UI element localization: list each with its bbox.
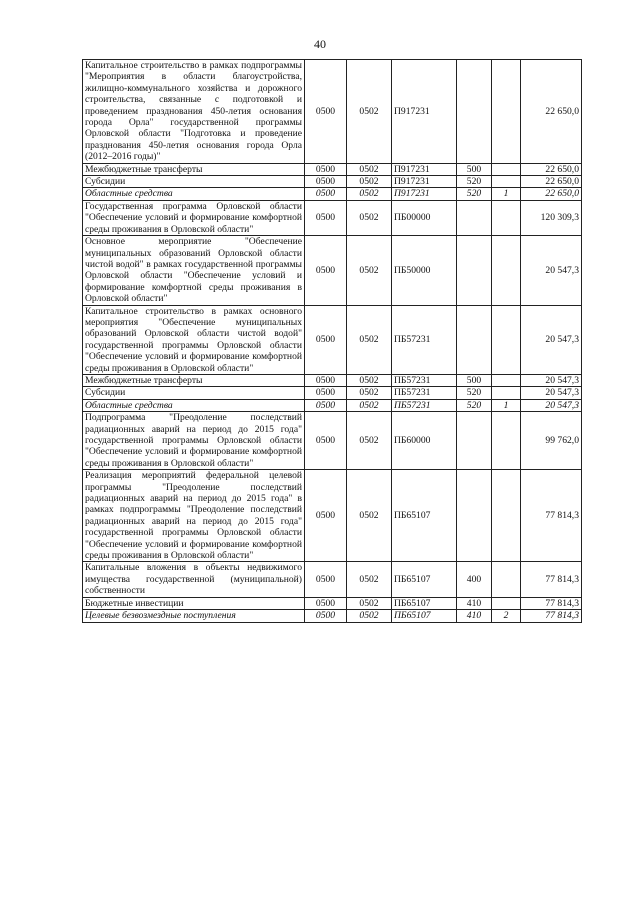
target-article-code: П917231 (392, 163, 457, 175)
amount: 120 309,3 (521, 200, 582, 235)
section-code: 0500 (305, 387, 347, 399)
table-row (83, 60, 582, 164)
amount: 77 814,3 (521, 610, 582, 622)
subsection-code: 0502 (347, 200, 392, 235)
section-code: 0500 (305, 412, 347, 470)
row-name: Реализация мероприятий федеральной целевой программы "Преодоление последствий радиационных аварий на период до 2015 года" в рамках подпрограммы "Преодоление последствий радиационных аварий на период до 2015 года" государственной программы Орловской области "Обеспечение условий и формирование комфортной среды проживания в Орловской области" (83, 470, 305, 562)
target-article-code: ПБ57231 (392, 387, 457, 399)
row-name: Областные средства (83, 399, 305, 411)
section-code: 0500 (305, 399, 347, 411)
funding-source-code (492, 412, 521, 470)
funding-source-code: 2 (492, 610, 521, 622)
subsection-code: 0502 (347, 399, 392, 411)
target-article-code: ПБ50000 (392, 236, 457, 305)
subsection-code: 0502 (347, 374, 392, 386)
expense-type-code: 520 (457, 188, 492, 200)
table-row (83, 562, 582, 597)
section-code: 0500 (305, 236, 347, 305)
subsection-code: 0502 (347, 305, 392, 374)
amount: 22 650,0 (521, 60, 582, 164)
table-row (83, 200, 582, 235)
target-article-code: ПБ65107 (392, 610, 457, 622)
row-name: Капитальные вложения в объекты недвижимого имущества государственной (муниципальной) собственности (83, 562, 305, 597)
row-name: Областные средства (83, 188, 305, 200)
table-row (83, 610, 582, 622)
row-name: Капитальное строительство в рамках основного мероприятия "Обеспечение муниципальных образований Орловской области чистой водой" государственной программы Орловской области "Обеспечение условий и формирование комфортной среды проживания в Орловской области" (83, 305, 305, 374)
subsection-code: 0502 (347, 60, 392, 164)
target-article-code: ПБ57231 (392, 374, 457, 386)
section-code: 0500 (305, 562, 347, 597)
page-number: 40 (314, 37, 326, 51)
amount: 20 547,3 (521, 305, 582, 374)
amount: 77 814,3 (521, 597, 582, 609)
table-row (83, 387, 582, 399)
row-name: Межбюджетные трансферты (83, 374, 305, 386)
target-article-code: П917231 (392, 176, 457, 188)
expense-type-code (457, 236, 492, 305)
target-article-code: ПБ65107 (392, 562, 457, 597)
target-article-code: ПБ57231 (392, 399, 457, 411)
funding-source-code: 1 (492, 188, 521, 200)
funding-source-code (492, 305, 521, 374)
amount: 22 650,0 (521, 176, 582, 188)
subsection-code: 0502 (347, 562, 392, 597)
table-row (83, 236, 582, 305)
row-name: Целевые безвозмездные поступления (83, 610, 305, 622)
amount: 22 650,0 (521, 163, 582, 175)
target-article-code: ПБ60000 (392, 412, 457, 470)
funding-source-code (492, 597, 521, 609)
section-code: 0500 (305, 305, 347, 374)
expense-type-code: 520 (457, 176, 492, 188)
table-row (83, 374, 582, 386)
table-row (83, 412, 582, 470)
table-row (83, 470, 582, 562)
subsection-code: 0502 (347, 597, 392, 609)
amount: 77 814,3 (521, 470, 582, 562)
amount: 20 547,3 (521, 374, 582, 386)
expense-type-code (457, 60, 492, 164)
expense-type-code: 520 (457, 399, 492, 411)
expense-type-code (457, 470, 492, 562)
funding-source-code (492, 562, 521, 597)
row-name: Бюджетные инвестиции (83, 597, 305, 609)
table-row (83, 163, 582, 175)
subsection-code: 0502 (347, 387, 392, 399)
subsection-code: 0502 (347, 470, 392, 562)
funding-source-code (492, 387, 521, 399)
table-row (83, 597, 582, 609)
row-name: Межбюджетные трансферты (83, 163, 305, 175)
expense-type-code (457, 200, 492, 235)
section-code: 0500 (305, 176, 347, 188)
budget-table (82, 59, 582, 623)
amount: 77 814,3 (521, 562, 582, 597)
target-article-code: ПБ00000 (392, 200, 457, 235)
row-name: Субсидии (83, 176, 305, 188)
subsection-code: 0502 (347, 163, 392, 175)
funding-source-code (492, 163, 521, 175)
expense-type-code: 400 (457, 562, 492, 597)
funding-source-code (492, 200, 521, 235)
section-code: 0500 (305, 163, 347, 175)
funding-source-code (492, 470, 521, 562)
target-article-code: ПБ65107 (392, 597, 457, 609)
funding-source-code (492, 176, 521, 188)
section-code: 0500 (305, 597, 347, 609)
expense-type-code: 500 (457, 374, 492, 386)
expense-type-code (457, 412, 492, 470)
target-article-code: ПБ57231 (392, 305, 457, 374)
row-name: Субсидии (83, 387, 305, 399)
row-name: Основное мероприятие "Обеспечение муниципальных образований Орловской области чистой водой" в рамках государственной программы Орловской области "Обеспечение условий и формирование комфортной среды проживания в Орловской области" (83, 236, 305, 305)
target-article-code: П917231 (392, 60, 457, 164)
expense-type-code: 520 (457, 387, 492, 399)
funding-source-code: 1 (492, 399, 521, 411)
funding-source-code (492, 60, 521, 164)
table-row (83, 305, 582, 374)
table-row (83, 176, 582, 188)
table-row (83, 188, 582, 200)
amount: 20 547,3 (521, 399, 582, 411)
subsection-code: 0502 (347, 412, 392, 470)
target-article-code: ПБ65107 (392, 470, 457, 562)
section-code: 0500 (305, 610, 347, 622)
subsection-code: 0502 (347, 176, 392, 188)
amount: 20 547,3 (521, 236, 582, 305)
section-code: 0500 (305, 60, 347, 164)
amount: 22 650,0 (521, 188, 582, 200)
row-name: Капитальное строительство в рамках подпрограммы "Мероприятия в области благоустройства, жилищно-коммунального хозяйства и дорожного строительства, связанные с подготовкой и проведением празднования 450-летия основания города Орла" государственной программы Орловской области "Подготовка и проведение празднования 450-летия основания города Орла (2012–2016 годы)" (83, 60, 305, 164)
expense-type-code (457, 305, 492, 374)
section-code: 0500 (305, 200, 347, 235)
target-article-code: П917231 (392, 188, 457, 200)
section-code: 0500 (305, 374, 347, 386)
amount: 99 762,0 (521, 412, 582, 470)
funding-source-code (492, 374, 521, 386)
amount: 20 547,3 (521, 387, 582, 399)
funding-source-code (492, 236, 521, 305)
budget-table-body (83, 60, 582, 623)
row-name: Подпрограмма "Преодоление последствий радиационных аварий на период до 2015 года" государственной программы Орловской области "Обеспечение условий и формирование комфортной среды проживания в Орловской области" (83, 412, 305, 470)
expense-type-code: 410 (457, 610, 492, 622)
table-row (83, 399, 582, 411)
section-code: 0500 (305, 470, 347, 562)
expense-type-code: 500 (457, 163, 492, 175)
row-name: Государственная программа Орловской области "Обеспечение условий и формирование комфортной среды проживания в Орловской области" (83, 200, 305, 235)
subsection-code: 0502 (347, 188, 392, 200)
subsection-code: 0502 (347, 236, 392, 305)
expense-type-code: 410 (457, 597, 492, 609)
subsection-code: 0502 (347, 610, 392, 622)
section-code: 0500 (305, 188, 347, 200)
